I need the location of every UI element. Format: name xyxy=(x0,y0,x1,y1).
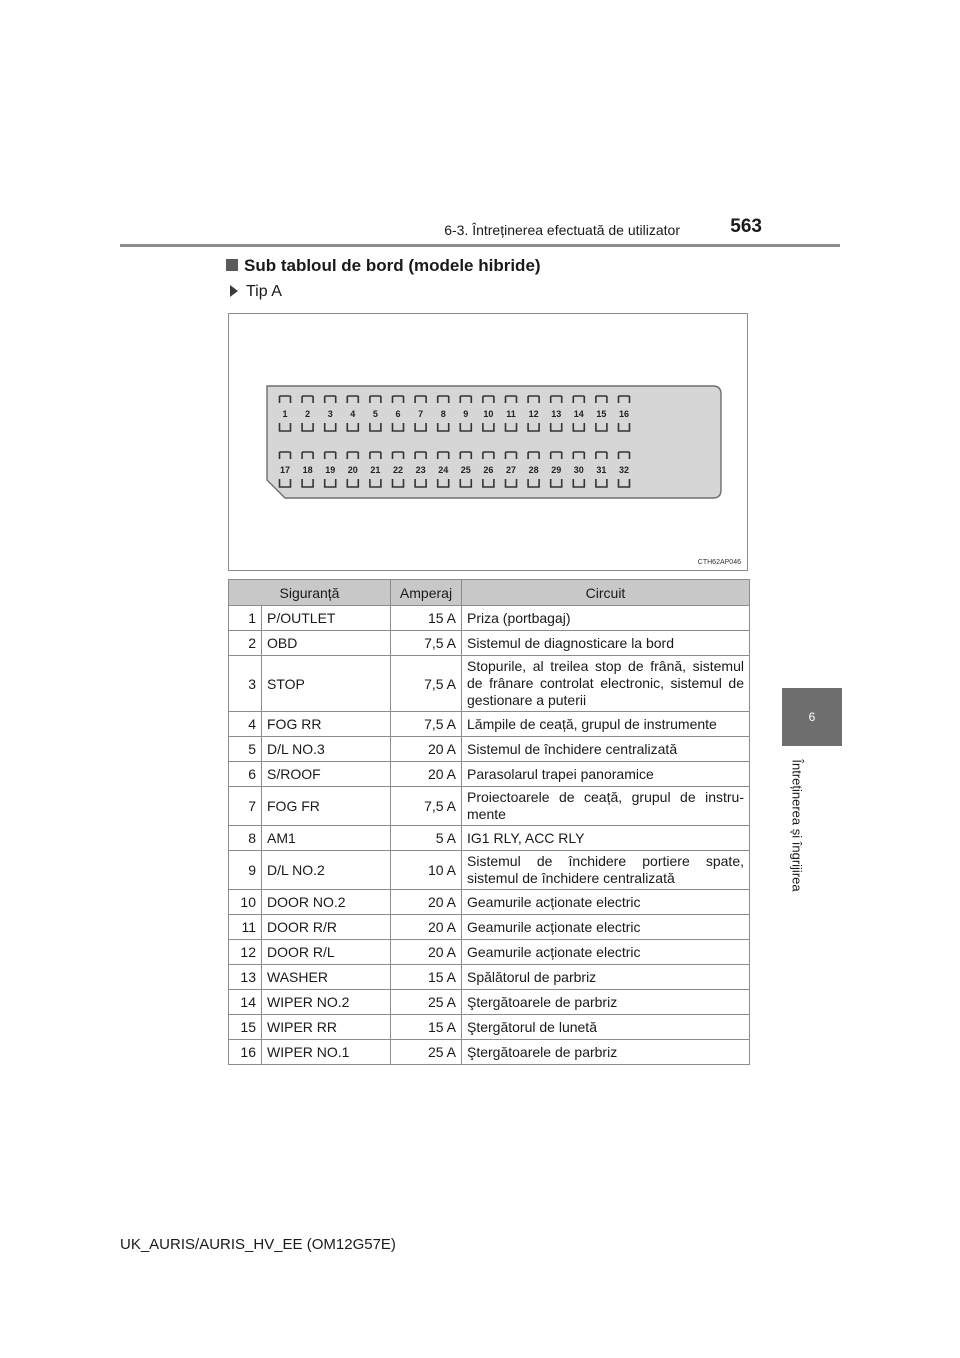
fuse-slot-label: 11 xyxy=(506,409,516,419)
fuse-slot-label: 15 xyxy=(596,409,607,419)
fuse-amperage: 25 A xyxy=(391,990,462,1015)
fuse-slot-label: 23 xyxy=(415,465,426,475)
fuse-number: 12 xyxy=(229,940,262,965)
footer-model-code: UK_AURIS/AURIS_HV_EE (OM12G57E) xyxy=(120,1236,396,1253)
fuse-slot-label: 19 xyxy=(325,465,336,475)
col-header-amperage: Amperaj xyxy=(391,580,462,606)
chapter-number: 6 xyxy=(808,710,816,724)
fuse-circuit: Ştergătoarele de parbriz xyxy=(462,1040,750,1065)
page-number: 563 xyxy=(730,216,762,237)
fuse-slot-label: 31 xyxy=(596,465,607,475)
fuse-name: WIPER NO.1 xyxy=(262,1040,391,1065)
table-row xyxy=(229,787,750,826)
fuse-name: WIPER NO.2 xyxy=(262,990,391,1015)
col-header-circuit: Circuit xyxy=(462,580,750,606)
subtitle xyxy=(230,283,282,301)
fuse-slot-label: 22 xyxy=(392,465,404,475)
fuse-name: FOG FR xyxy=(262,787,391,826)
fuse-slot-label: 2 xyxy=(305,409,311,419)
fuse-amperage: 7,5 A xyxy=(391,631,462,656)
fuse-amperage: 15 A xyxy=(391,965,462,990)
subtitle-text: Tip A xyxy=(246,283,282,300)
fuse-name: WASHER xyxy=(262,965,391,990)
fuse-name: FOG RR xyxy=(262,712,391,737)
fuse-circuit: Ştergătoarele de parbriz xyxy=(462,990,750,1015)
fuse-circuit: Sistemul de închidere portiere spate, sistemul de închidere centralizată xyxy=(462,851,750,890)
table-row xyxy=(229,656,750,712)
fuse-circuit: Priza (portbagaj) xyxy=(462,606,750,631)
fuse-amperage: 20 A xyxy=(391,915,462,940)
fuse-amperage: 25 A xyxy=(391,1040,462,1065)
table-row xyxy=(229,915,750,940)
fuse-number: 14 xyxy=(229,990,262,1015)
fuse-number: 11 xyxy=(229,915,262,940)
fuse-number: 10 xyxy=(229,890,262,915)
fuse-amperage: 20 A xyxy=(391,890,462,915)
fuse-amperage: 5 A xyxy=(391,826,462,851)
square-bullet-icon xyxy=(226,259,238,271)
fuse-slot-label: 16 xyxy=(618,409,630,419)
triangle-arrow-icon xyxy=(230,285,238,297)
fuse-slot-label: 30 xyxy=(573,465,584,475)
page-header xyxy=(120,214,840,244)
fuse-slot-label: 20 xyxy=(347,465,358,475)
fuse-box-figure xyxy=(228,313,748,571)
fuse-slot-label: 25 xyxy=(460,465,471,475)
table-row xyxy=(229,762,750,787)
fuse-slot-label: 32 xyxy=(618,465,630,475)
table-row xyxy=(229,606,750,631)
fuse-name: D/L NO.3 xyxy=(262,737,391,762)
fuse-slot-label: 5 xyxy=(372,409,378,419)
fuse-slot-label: 4 xyxy=(350,409,356,419)
table-row xyxy=(229,990,750,1015)
fuse-number: 3 xyxy=(229,656,262,712)
fuse-amperage: 20 A xyxy=(391,762,462,787)
fuse-slot-label: 3 xyxy=(327,409,333,419)
fuse-number: 6 xyxy=(229,762,262,787)
fuse-slot-label: 24 xyxy=(438,465,449,475)
fuse-amperage: 15 A xyxy=(391,606,462,631)
fuse-circuit: Ştergătorul de lunetă xyxy=(462,1015,750,1040)
fuse-table xyxy=(228,579,750,1065)
fuse-number: 15 xyxy=(229,1015,262,1040)
chapter-tab xyxy=(782,688,842,746)
fuse-name: WIPER RR xyxy=(262,1015,391,1040)
fuse-box-diagram xyxy=(229,314,747,570)
fuse-name: DOOR R/R xyxy=(262,915,391,940)
table-row xyxy=(229,1015,750,1040)
fuse-slot-label: 10 xyxy=(483,409,494,419)
fuse-name: OBD xyxy=(262,631,391,656)
fuse-slot-label: 9 xyxy=(463,409,469,419)
fuse-slot-label: 14 xyxy=(573,409,584,419)
fuse-circuit: IG1 RLY, ACC RLY xyxy=(462,826,750,851)
table-header-row xyxy=(229,580,750,606)
table-row xyxy=(229,826,750,851)
fuse-number: 8 xyxy=(229,826,262,851)
fuse-circuit: Spălătorul de parbriz xyxy=(462,965,750,990)
fuse-circuit: Proiectoarele de ceață, grupul de instru- mente xyxy=(462,787,750,826)
fuse-slot-label: 21 xyxy=(370,465,381,475)
col-header-fuse: Siguranță xyxy=(229,580,391,606)
fuse-number: 5 xyxy=(229,737,262,762)
fuse-number: 9 xyxy=(229,851,262,890)
header-rule xyxy=(120,244,840,247)
fuse-slot-label: 12 xyxy=(528,409,539,419)
fuse-number: 16 xyxy=(229,1040,262,1065)
table-row xyxy=(229,631,750,656)
fuse-slot-label: 29 xyxy=(551,465,562,475)
fuse-amperage: 20 A xyxy=(391,737,462,762)
fuse-circuit: Parasolarul trapei panoramice xyxy=(462,762,750,787)
fuse-circuit: Sistemul de închidere centralizată xyxy=(462,737,750,762)
fuse-slot-label: 27 xyxy=(505,465,517,475)
fuse-name: D/L NO.2 xyxy=(262,851,391,890)
fuse-number: 13 xyxy=(229,965,262,990)
section-title-text: Sub tabloul de bord (modele hibride) xyxy=(244,256,541,275)
fuse-amperage: 7,5 A xyxy=(391,712,462,737)
fuse-name: AM1 xyxy=(262,826,391,851)
fuse-circuit: Stopurile, al treilea stop de frână, sistemul de frânare controlat electronic, sistemul de gestionare a puterii xyxy=(462,656,750,712)
fuse-circuit: Geamurile acționate electric xyxy=(462,915,750,940)
table-row xyxy=(229,851,750,890)
fuse-slot-label: 6 xyxy=(395,409,401,419)
table-row xyxy=(229,712,750,737)
header-section-title: 6-3. Întreținerea efectuată de utilizator xyxy=(444,222,680,238)
section-title xyxy=(226,256,541,276)
fuse-amperage: 20 A xyxy=(391,940,462,965)
fuse-amperage: 7,5 A xyxy=(391,656,462,712)
table-row xyxy=(229,965,750,990)
fuse-slot-label: 8 xyxy=(440,409,446,419)
fuse-name: S/ROOF xyxy=(262,762,391,787)
fuse-amperage: 10 A xyxy=(391,851,462,890)
fuse-number: 1 xyxy=(229,606,262,631)
chapter-title: Întreținerea și îngrijirea xyxy=(789,759,805,892)
table-row xyxy=(229,890,750,915)
table-row xyxy=(229,737,750,762)
fuse-number: 4 xyxy=(229,712,262,737)
table-row xyxy=(229,1040,750,1065)
fuse-name: DOOR NO.2 xyxy=(262,890,391,915)
fuse-slot-label: 7 xyxy=(418,409,424,419)
figure-code: CTH62AP046 xyxy=(697,559,741,566)
fuse-slot-label: 17 xyxy=(279,465,291,475)
fuse-circuit: Sistemul de diagnosticare la bord xyxy=(462,631,750,656)
fuse-number: 2 xyxy=(229,631,262,656)
fuse-name: P/OUTLET xyxy=(262,606,391,631)
fuse-name: DOOR R/L xyxy=(262,940,391,965)
fuse-table-body xyxy=(229,606,750,1065)
fuse-amperage: 15 A xyxy=(391,1015,462,1040)
fuse-number: 7 xyxy=(229,787,262,826)
fuse-slot-label: 1 xyxy=(282,409,288,419)
table-row xyxy=(229,940,750,965)
fuse-circuit: Geamurile acționate electric xyxy=(462,890,750,915)
fuse-circuit: Geamurile acționate electric xyxy=(462,940,750,965)
fuse-amperage: 7,5 A xyxy=(391,787,462,826)
fuse-name: STOP xyxy=(262,656,391,712)
fuse-slot-label: 18 xyxy=(302,465,313,475)
fuse-slot-label: 13 xyxy=(551,409,562,419)
fuse-slot-label: 28 xyxy=(528,465,539,475)
chapter-vertical-title xyxy=(782,756,806,906)
fuse-circuit: Lămpile de ceață, grupul de instrumente xyxy=(462,712,750,737)
fuse-slot-label: 26 xyxy=(483,465,494,475)
